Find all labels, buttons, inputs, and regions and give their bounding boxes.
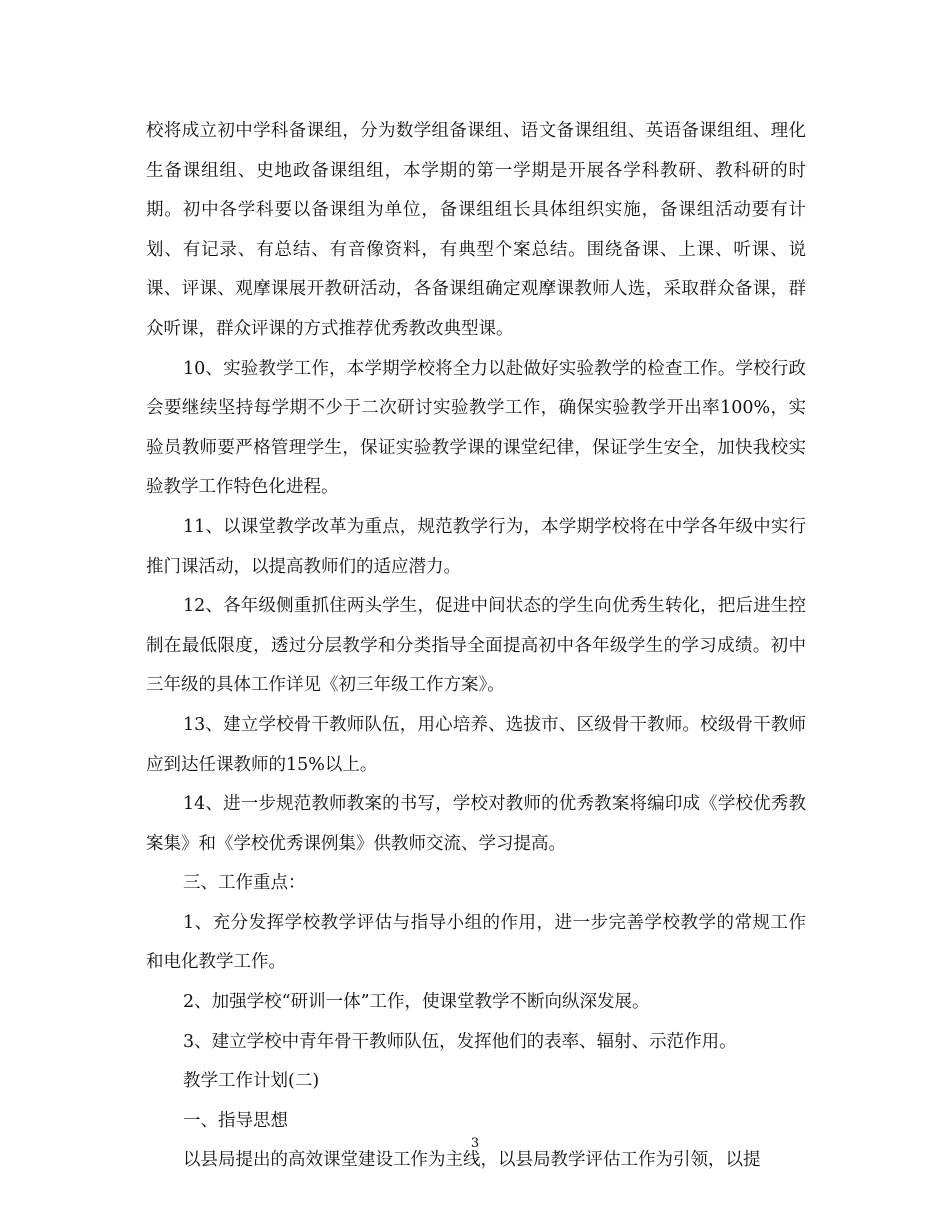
section-heading-work-focus: 三、工作重点： <box>183 873 306 894</box>
paragraph-guiding-ideology: 以县局提出的高效课堂建设工作为主线，以县局教学评估工作为引领，以提 <box>183 1150 761 1171</box>
section-heading-guiding-ideology: 一、指导思想 <box>183 1110 288 1131</box>
page-number: 3 <box>470 1136 480 1151</box>
paragraph-focus-3: 3、建立学校中青年骨干教师队伍，发挥他们的表率、辐射、示范作用。 <box>183 1031 737 1052</box>
paragraph-focus-1: 1、充分发挥学校教学评估与指导小组的作用，进一步完善学校教学的常规工作和电化教学工作。 <box>146 912 806 973</box>
paragraph-item-13: 13、建立学校骨干教师队伍，用心培养、选拔市、区级骨干教师。校级骨干教师应到达任课教师的15%以上。 <box>146 714 806 775</box>
paragraph-item-10: 10、实验教学工作，本学期学校将全力以赴做好实验教学的检查工作。学校行政会要继续坚持每学期不少于二次研讨实验教学工作，确保实验教学开出率100%，实验员教师要严格管理学生，保证实验教学课的课堂纪律，保证学生安全，加快我校实验教学工作特色化进程。 <box>146 358 806 498</box>
paragraph-focus-2: 2、加强学校“研训一体”工作，使课堂教学不断向纵深发展。 <box>183 992 650 1013</box>
paragraph-continuation: 校将成立初中学科备课组，分为数学组备课组、语文备课组组、英语备课组组、理化生备课组组、史地政备课组组，本学期的第一学期是开展各学科教研、教科研的时期。初中各学科要以备课组为单位，备课组组长具体组织实施，备课组活动要有计划、有记录、有总结、有音像资料，有典型个案总结。围绕备课、上课、听课、说课、评课、观摩课展开教研活动，各备课组确定观摩课教师人选，采取群众备课，群众听课，群众评课的方式推荐优秀教改典型课。 <box>146 121 806 339</box>
paragraph-item-14: 14、进一步规范教师教案的书写，学校对教师的优秀教案将编印成《学校优秀教案集》和《学校优秀课例集》供教师交流、学习提高。 <box>146 794 806 854</box>
paragraph-item-11: 11、以课堂教学改革为重点，规范教学行为，本学期学校将在中学各年级中实行推门课活动，以提高教师们的适应潜力。 <box>146 516 806 577</box>
heading-teaching-plan-2: 教学工作计划(二) <box>183 1071 320 1092</box>
paragraph-item-12: 12、各年级侧重抓住两头学生，促进中间状态的学生向优秀生转化，把后进生控制在最低限度，透过分层教学和分类指导全面提高初中各年级学生的学习成绩。初中三年级的具体工作详见《初三年级工作方案》。 <box>146 596 806 696</box>
document-body <box>146 112 806 1181</box>
